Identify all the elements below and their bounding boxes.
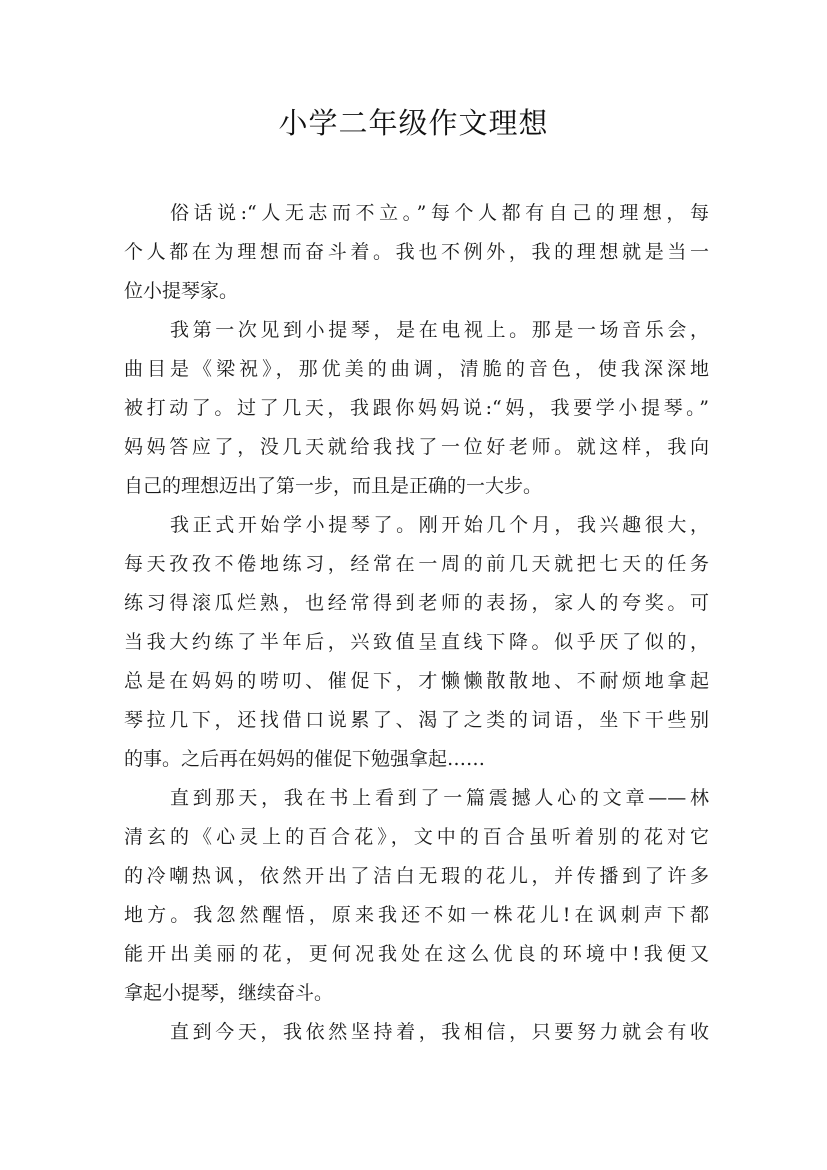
essay-line: 个人都在为理想而奋斗着。我也不例外，我的理想就是当一 (124, 241, 709, 263)
essay-line: 直到今天，我依然坚持着，我相信，只要努力就会有收 (170, 1021, 709, 1043)
essay-line: 妈妈答应了，没几天就给我找了一位好老师。就这样，我向 (124, 436, 709, 458)
essay-line: 俗话说:“人无志而不立。”每个人都有自己的理想，每 (170, 202, 709, 224)
essay-line: 拿起小提琴，继续奋斗。 (124, 982, 334, 1004)
essay-line: 琴拉几下，还找借口说累了、渴了之类的词语，坐下干些别 (124, 709, 709, 731)
essay-line: 被打动了。过了几天，我跟你妈妈说:“妈，我要学小提琴。” (124, 397, 709, 419)
essay-line: 地方。我忽然醒悟，原来我还不如一株花儿!在讽刺声下都 (124, 904, 709, 926)
essay-line: 能开出美丽的花，更何况我处在这么优良的环境中!我便又 (124, 943, 709, 965)
essay-line: 自己的理想迈出了第一步，而且是正确的一大步。 (124, 475, 543, 497)
essay-line: 每天孜孜不倦地练习，经常在一周的前几天就把七天的任务 (124, 553, 709, 575)
essay-line: 直到那天，我在书上看到了一篇震撼人心的文章——林 (170, 787, 709, 809)
essay-line: 的事。之后再在妈妈的催促下勉强拿起…… (124, 748, 486, 770)
essay-line: 我正式开始学小提琴了。刚开始几个月，我兴趣很大， (170, 514, 709, 536)
essay-line: 练习得滚瓜烂熟，也经常得到老师的表扬，家人的夸奖。可 (124, 592, 709, 614)
essay-line: 清玄的《心灵上的百合花》，文中的百合虽听着别的花对它 (124, 826, 709, 848)
essay-line: 总是在妈妈的唠叨、催促下，才懒懒散散地、不耐烦地拿起 (124, 670, 709, 692)
essay-line: 的冷嘲热讽，依然开出了洁白无瑕的花儿，并传播到了许多 (124, 865, 709, 887)
essay-line: 我第一次见到小提琴，是在电视上。那是一场音乐会， (170, 319, 709, 341)
document-title: 小学二年级作文理想 (278, 106, 549, 140)
essay-line: 位小提琴家。 (124, 280, 239, 302)
essay-line: 当我大约练了半年后，兴致值呈直线下降。似乎厌了似的， (124, 631, 709, 653)
essay-line: 曲目是《梁祝》，那优美的曲调，清脆的音色，使我深深地 (124, 358, 709, 380)
